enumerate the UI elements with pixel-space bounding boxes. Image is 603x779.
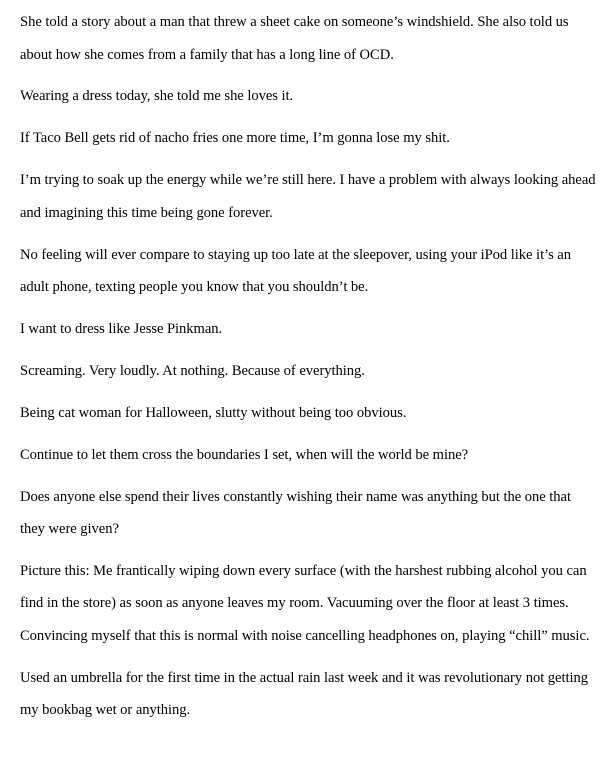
document-body [20, 0, 596, 727]
paragraph-halloween: Being cat woman for Halloween, slutty without being too obvious. [20, 404, 407, 421]
paragraph-sheet-cake: She told a story about a man that threw a sheet cake on someone’s windshield. She also told us about how she comes from a family that has a long line of OCD. [20, 14, 569, 63]
paragraph-umbrella: Used an umbrella for the first time in the actual rain last week and it was revolutionary not getting my bookbag wet or anything. [20, 669, 588, 719]
paragraph-sleepover: No feeling will ever compare to staying up too late at the sleepover, using your iPod like it’s an adult phone, texting people you know that you shouldn’t be. [20, 246, 571, 296]
paragraph-jesse-pinkman: I want to dress like Jesse Pinkman. [20, 320, 223, 337]
paragraph-screaming: Screaming. Very loudly. At nothing. Because of everything. [20, 362, 365, 379]
paragraph-dress: Wearing a dress today, she told me she loves it. [20, 88, 294, 105]
paragraph-name: Does anyone else spend their lives constantly wishing their name was anything but the one that they were given? [20, 488, 571, 538]
paragraph-energy: I’m trying to soak up the energy while we’re still here. I have a problem with always looking ahead and imagining this time being gone forever. [20, 172, 596, 221]
paragraph-boundaries: Continue to let them cross the boundaries I set, when will the world be mine? [20, 446, 469, 463]
paragraph-picture-this: Picture this: Me frantically wiping down every surface (with the harshest rubbing alcohol you can find in the store) as soon as anyone leaves my room. Vacuuming over the floor at least 3 times. Convincing myself that this is normal with noise cancelling headphones on, playing “chill” music. [20, 562, 590, 644]
paragraph-nacho-fries: If Taco Bell gets rid of nacho fries one more time, I’m gonna lose my shit. [20, 130, 450, 147]
